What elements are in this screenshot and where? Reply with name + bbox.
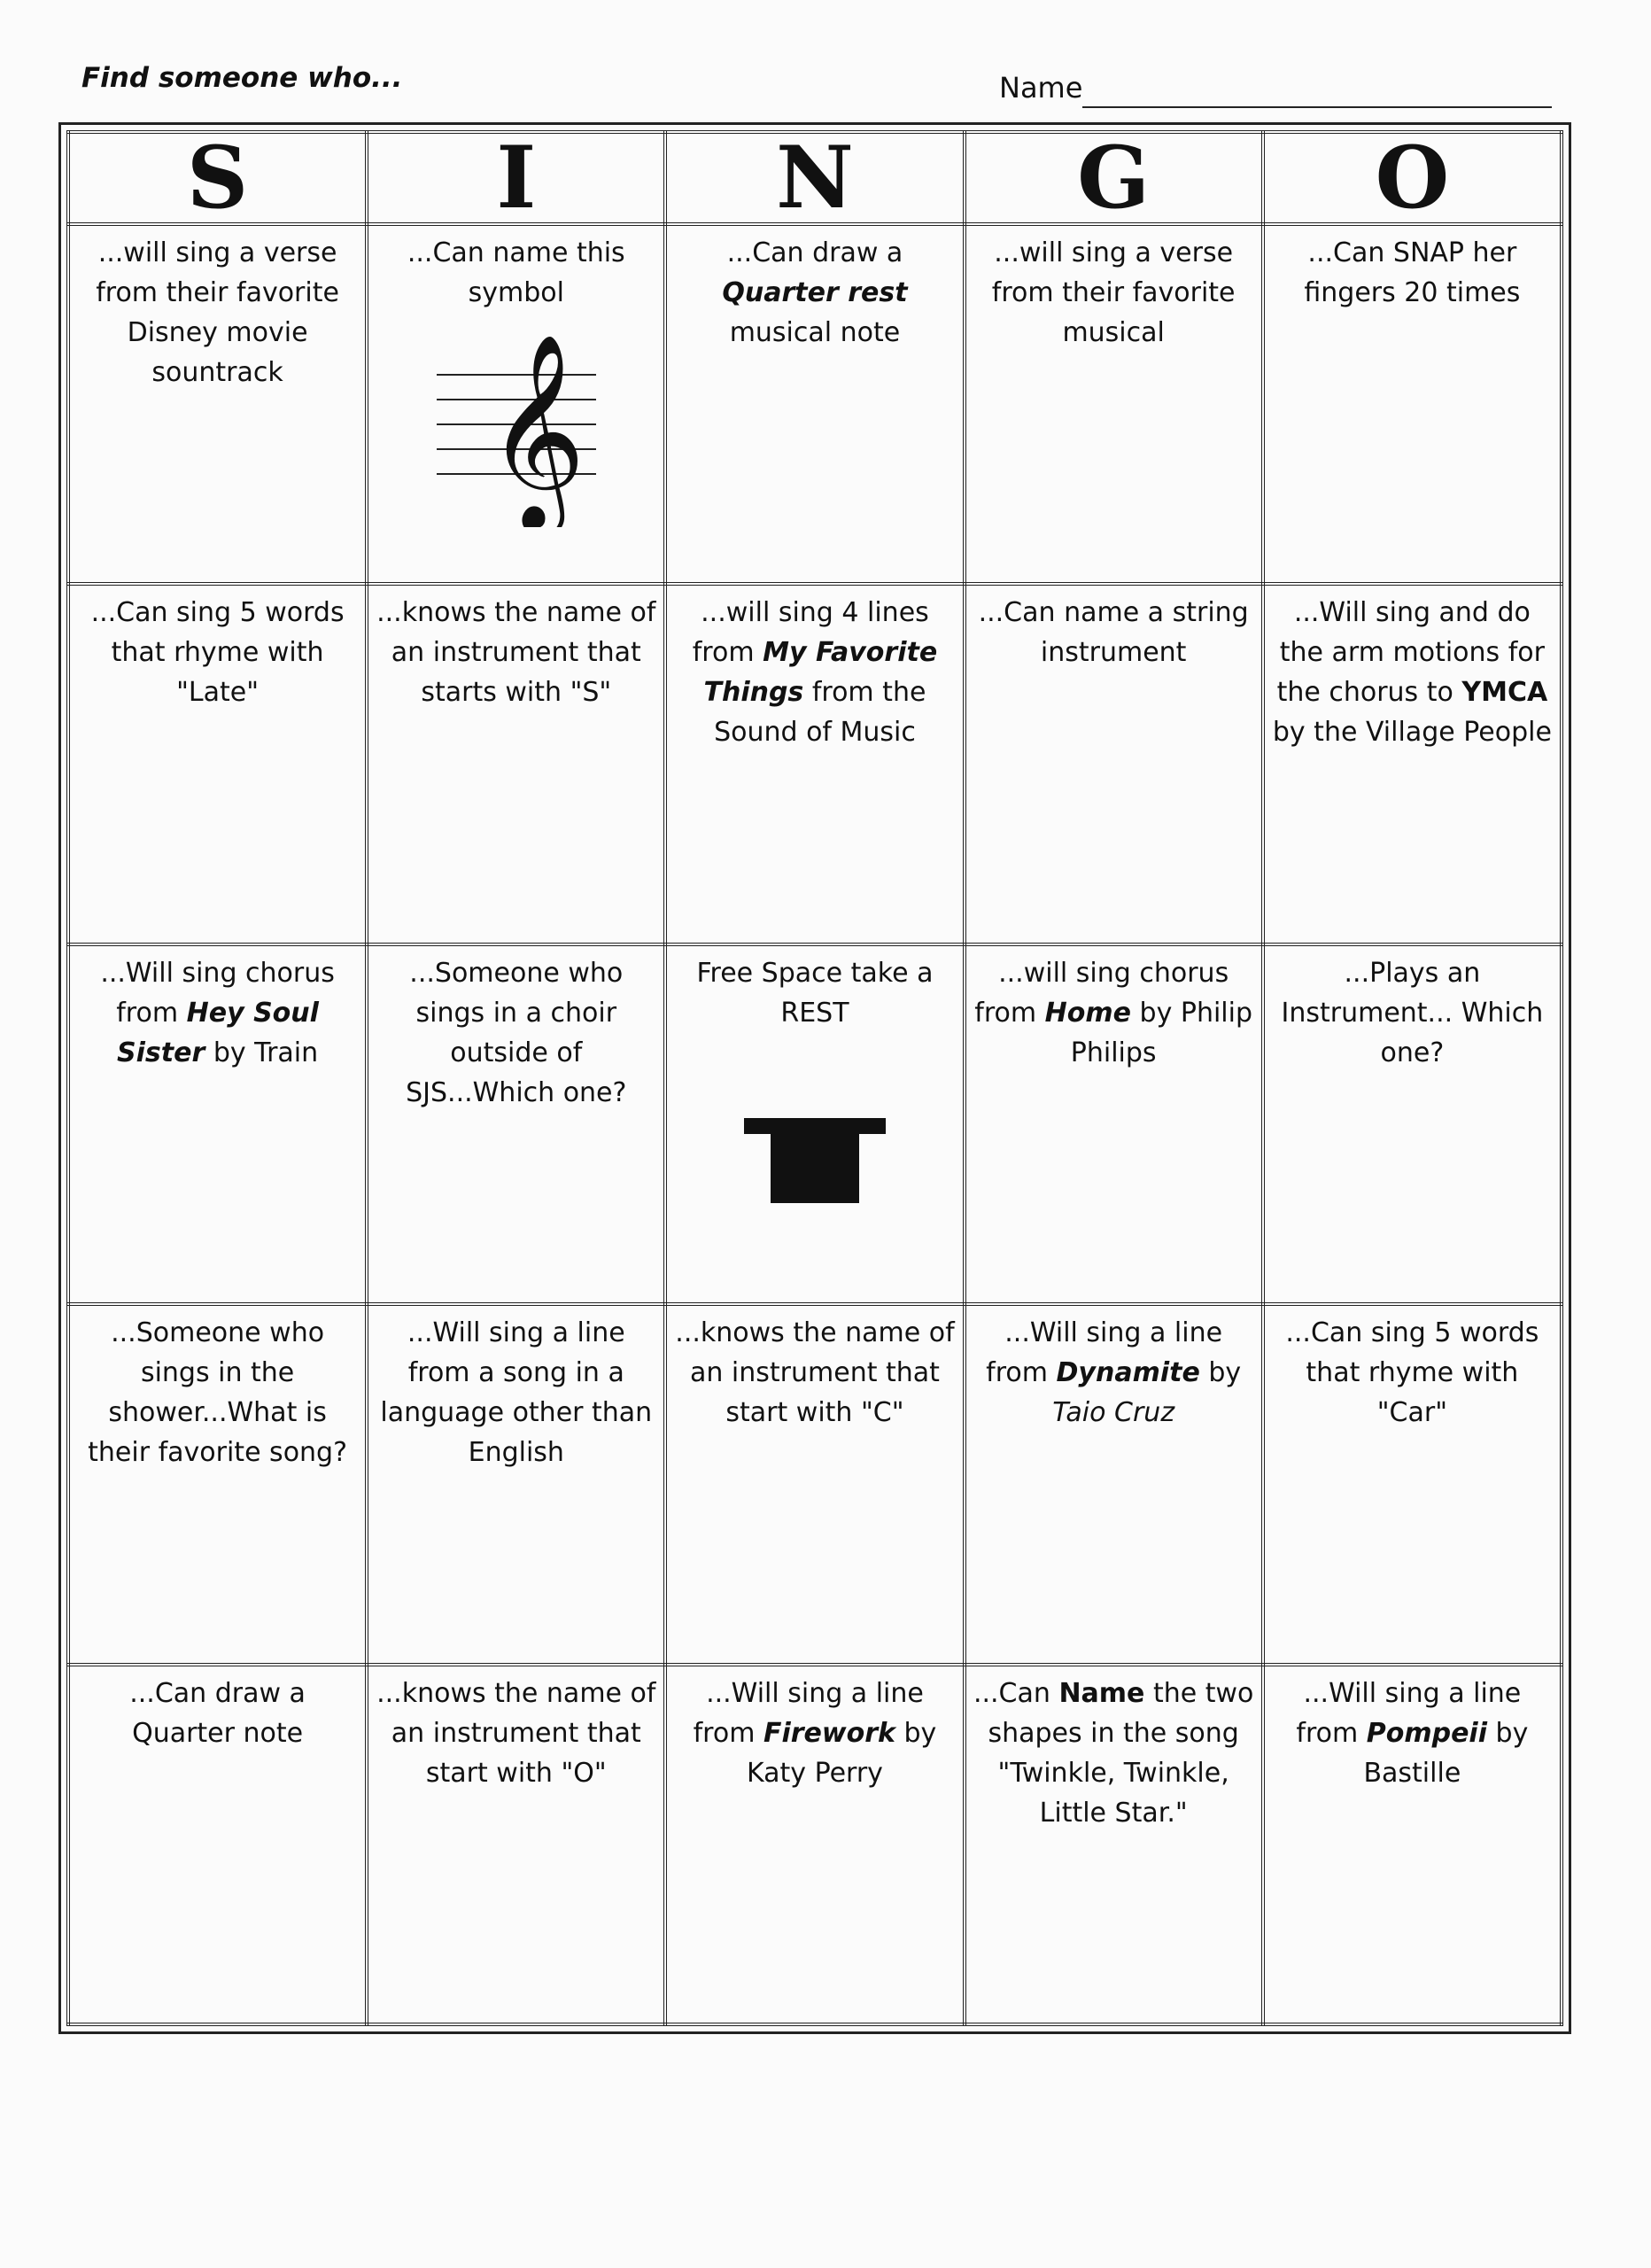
square-prompt: ...knows the name of an instrument that start with "C" (675, 1317, 955, 1429)
square-prompt: ...Will sing chorus from Hey Soul Sister by Train (100, 957, 335, 1068)
worksheet-prompt: Find someone who... (81, 62, 403, 94)
board-row-1 (68, 224, 1562, 584)
square-g-3[interactable] (965, 944, 1263, 1304)
square-prompt: ...knows the name of an instrument that start with "O" (376, 1677, 656, 1789)
square-o-3[interactable] (1263, 944, 1562, 1304)
square-prompt: ...Someone who sings in a choir outside of SJS...Which one? (406, 957, 627, 1108)
treble-clef-icon (428, 332, 605, 527)
square-i-5[interactable] (367, 1665, 665, 2024)
column-header-row (68, 132, 1562, 224)
square-prompt: ...Will sing a line from a song in a language other than English (380, 1317, 653, 1469)
column-header-i: I (367, 132, 665, 224)
square-prompt: ...Can Name the two shapes in the song "Twinkle, Twinkle, Little Star." (973, 1677, 1254, 1829)
square-prompt: ...will sing chorus from Home by Philip Philips (974, 957, 1253, 1068)
square-i-3[interactable] (367, 944, 665, 1304)
square-prompt: ...Plays an Instrument... Which one? (1281, 957, 1544, 1068)
square-s-4[interactable] (68, 1304, 367, 1664)
square-n-4[interactable] (665, 1304, 964, 1664)
square-prompt: ...Can name a string instrument (978, 597, 1249, 669)
name-label: Name (999, 71, 1083, 105)
square-prompt: ...will sing a verse from their favorite musical (991, 237, 1236, 348)
board-row-2 (68, 584, 1562, 944)
square-prompt: ...knows the name of an instrument that starts with "S" (376, 597, 656, 709)
board-row-3 (68, 944, 1562, 1304)
square-prompt: ...Someone who sings in the shower...What is their favorite song? (88, 1317, 348, 1469)
square-g-1[interactable] (965, 224, 1263, 584)
name-blank-line (1082, 106, 1552, 108)
rest-symbol (672, 1118, 957, 1207)
square-prompt: ...Will sing and do the arm motions for the chorus to YMCA by the Village People (1272, 597, 1552, 749)
square-prompt: ...Can draw a Quarter rest musical note (722, 237, 908, 348)
square-s-1[interactable] (68, 224, 367, 584)
square-prompt: ...will sing 4 lines from My Favorite Things from the Sound of Music (692, 597, 938, 749)
square-n-1[interactable] (665, 224, 964, 584)
square-o-5[interactable] (1263, 1665, 1562, 2024)
square-n-2[interactable] (665, 584, 964, 944)
square-prompt: ...Can draw a Quarter note (129, 1677, 306, 1749)
square-prompt: ...Can sing 5 words that rhyme with "Car" (1285, 1317, 1539, 1429)
half-rest-icon (744, 1118, 886, 1207)
square-prompt: Free Space take a REST (696, 957, 934, 1029)
square-o-4[interactable] (1263, 1304, 1562, 1664)
svg-text:𝄞: 𝄞 (485, 332, 586, 527)
column-header-g: G (965, 132, 1263, 224)
square-prompt: ...Will sing a line from Firework by Katy Perry (693, 1677, 937, 1789)
square-prompt: ...will sing a verse from their favorite Disney movie sountrack (96, 237, 339, 388)
square-s-3[interactable] (68, 944, 367, 1304)
square-i-2[interactable] (367, 584, 665, 944)
square-g-4[interactable] (965, 1304, 1263, 1664)
square-g-2[interactable] (965, 584, 1263, 944)
square-g-5[interactable] (965, 1665, 1263, 2024)
square-o-1[interactable] (1263, 224, 1562, 584)
column-header-o: O (1263, 132, 1562, 224)
square-prompt: ...Can name this symbol (407, 237, 625, 308)
square-s-2[interactable] (68, 584, 367, 944)
square-prompt: ...Can SNAP her fingers 20 times (1304, 237, 1521, 308)
square-o-2[interactable] (1263, 584, 1562, 944)
square-s-5[interactable] (68, 1665, 367, 2024)
board-row-4 (68, 1304, 1562, 1664)
square-n-3[interactable] (665, 944, 964, 1304)
treble-clef-symbol (374, 332, 658, 527)
square-prompt: ...Will sing a line from Pompeii by Bastille (1296, 1677, 1529, 1789)
singo-board (58, 122, 1571, 2034)
square-i-1[interactable] (367, 224, 665, 584)
square-n-5[interactable] (665, 1665, 964, 2024)
column-header-s: S (68, 132, 367, 224)
square-prompt: ...Can sing 5 words that rhyme with "Late" (90, 597, 345, 709)
column-header-n: N (665, 132, 964, 224)
square-prompt: ...Will sing a line from Dynamite by Taio Cruz (986, 1317, 1242, 1429)
singo-grid (66, 130, 1563, 2026)
board-row-5 (68, 1665, 1562, 2024)
square-i-4[interactable] (367, 1304, 665, 1664)
